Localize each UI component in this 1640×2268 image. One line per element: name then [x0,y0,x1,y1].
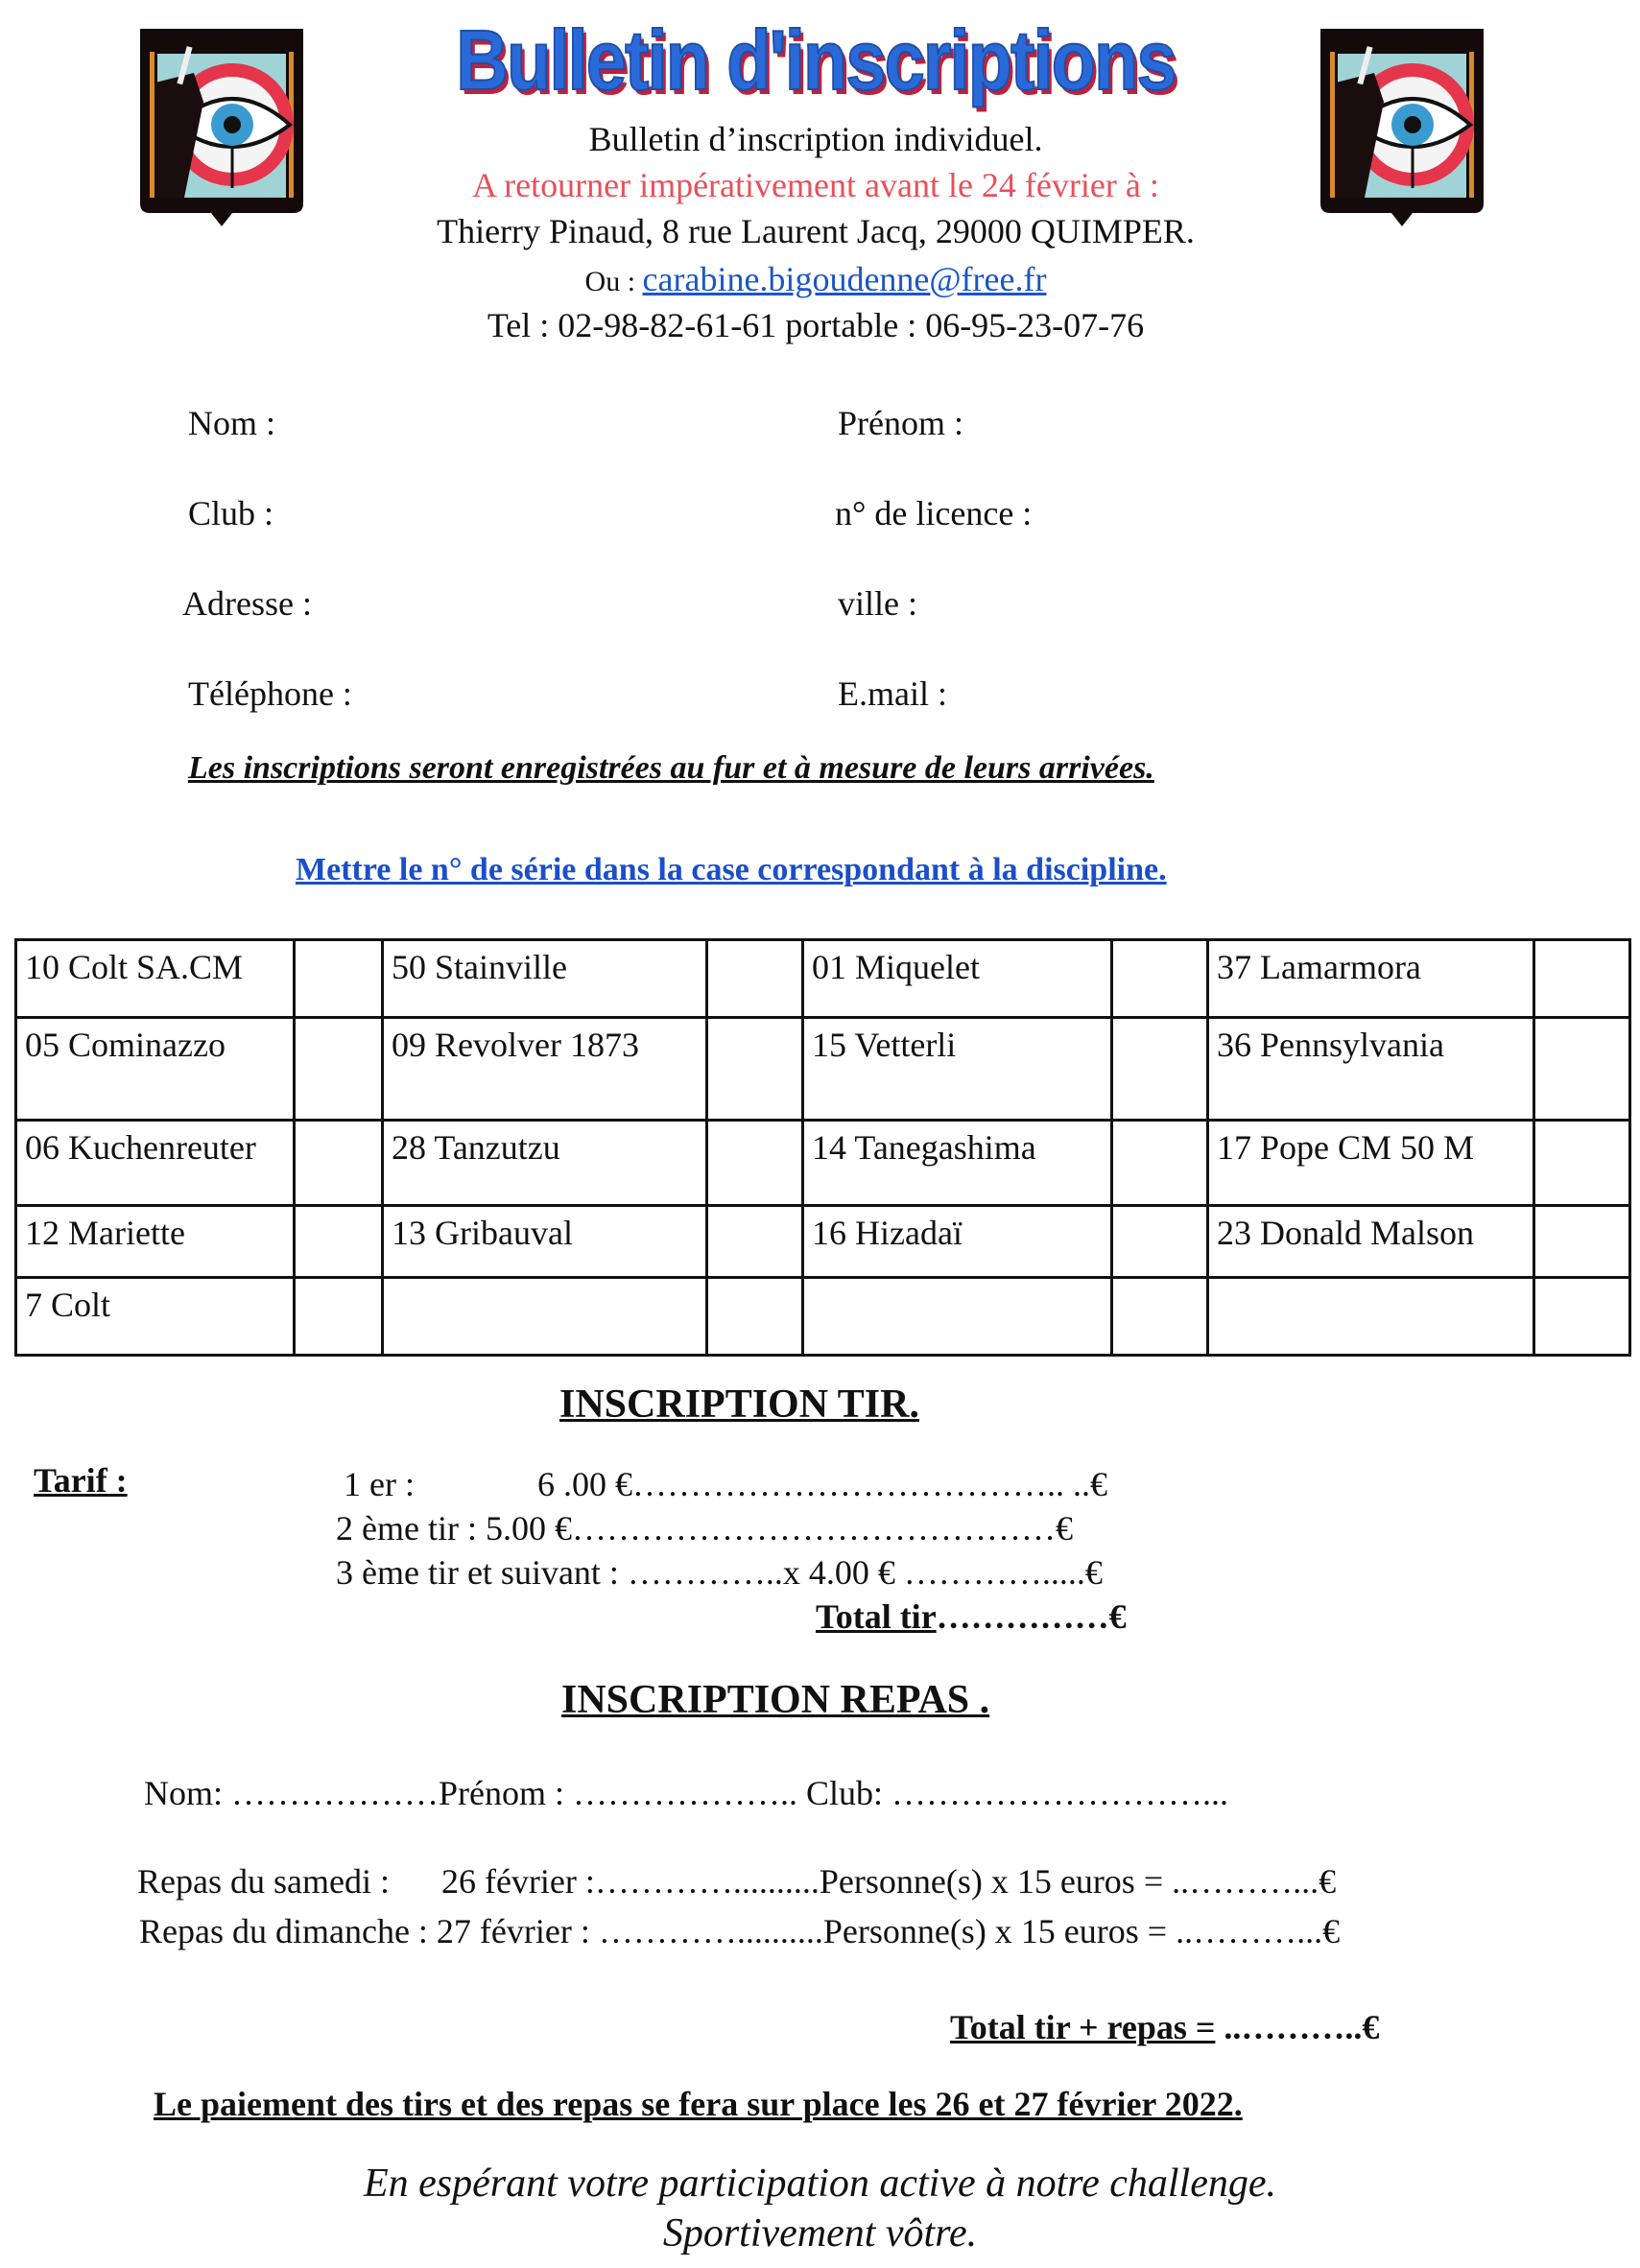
grand-total-line [950,2007,1379,2047]
discipline-label-cell: 12 Mariette [16,1206,295,1278]
serial-number-entry-cell[interactable] [295,1121,383,1206]
tir-section-title: INSCRIPTION TIR. [559,1382,919,1427]
serial-number-entry-cell[interactable] [707,1121,803,1206]
serial-number-entry-cell[interactable] [707,940,803,1018]
phone-line: Tel : 02-98-82-61-61 portable : 06-95-23-07-76 [487,306,1145,344]
serial-number-entry-cell[interactable] [1534,1018,1630,1121]
email-line [288,259,1343,299]
serial-number-entry-cell[interactable] [1534,1121,1630,1206]
subtitle: Bulletin d’inscription individuel. [588,120,1043,158]
serial-number-entry-cell[interactable] [707,1206,803,1278]
discipline-label-cell: 13 Gribauval [383,1206,707,1278]
serial-number-entry-cell[interactable] [1534,940,1630,1018]
table-row [16,1278,1630,1356]
club-field-label[interactable]: Club : [188,494,274,532]
table-row [16,1121,1630,1206]
repas-identity-line[interactable]: Nom: ………………Prénom : ……………….. Club: ………………………... [144,1774,1229,1812]
email-field-label[interactable]: E.mail : [838,674,947,713]
club-logo-left [136,25,307,228]
tir-line-3[interactable]: 3 ème tir et suivant : …………..x 4.00 € ………….....€ [336,1553,1103,1592]
tir-line-1 [344,1464,1107,1504]
serial-number-entry-cell[interactable] [1112,1018,1208,1121]
serial-number-entry-cell[interactable] [295,1278,383,1356]
discipline-label-cell: 28 Tanzutzu [383,1121,707,1206]
discipline-label-cell: 37 Lamarmora [1208,940,1534,1018]
adresse-field-label[interactable]: Adresse : [182,584,312,623]
closing-line-1: En espérant votre participation active à notre challenge. [364,2162,1276,2206]
serial-number-entry-cell[interactable] [295,1018,383,1121]
table-row [16,1206,1630,1278]
table-row [16,1018,1630,1121]
serial-number-entry-cell[interactable] [1534,1206,1630,1278]
discipline-label-cell: 09 Revolver 1873 [383,1018,707,1121]
discipline-label-cell: 23 Donald Malson [1208,1206,1534,1278]
serial-number-entry-cell[interactable] [707,1018,803,1121]
repas-samedi-field[interactable]: 26 février :…………..........Personne(s) x 15 euros = ..………...€ [440,1862,1337,1901]
serial-number-entry-cell[interactable] [295,940,383,1018]
tir-line-1-price: 6 .00 € [536,1465,632,1503]
prenom-field-label[interactable]: Prénom : [838,404,963,442]
discipline-label-cell: 36 Pennsylvania [1208,1018,1534,1121]
telephone-field-label[interactable]: Téléphone : [188,674,352,713]
discipline-label-cell: 17 Pope CM 50 M [1208,1121,1534,1206]
email-prefix: Ou : [584,266,643,297]
discipline-label-cell: 06 Kuchenreuter [16,1121,295,1206]
tir-line-2[interactable]: 2 ème tir : 5.00 €……………………………………€ [336,1509,1073,1547]
serial-number-entry-cell[interactable] [707,1278,803,1356]
postal-address: Thierry Pinaud, 8 rue Laurent Jacq, 29000 QUIMPER. [437,212,1195,250]
serial-number-entry-cell[interactable] [1112,1278,1208,1356]
discipline-label-cell: 01 Miquelet [803,940,1112,1018]
discipline-label-cell: 14 Tanegashima [803,1121,1112,1206]
grand-total-field[interactable]: ..………..€ [1215,2008,1380,2046]
discipline-label-cell: 10 Colt SA.CM [16,940,295,1018]
discipline-label-cell: 7 Colt [16,1278,295,1356]
tir-line-1-amount-field[interactable]: ……………………………….. ..€ [631,1465,1107,1503]
serial-number-entry-cell[interactable] [295,1206,383,1278]
repas-section-title: INSCRIPTION REPAS . [561,1678,990,1722]
grand-total-label: Total tir + repas = [950,2008,1216,2046]
registration-notice: Les inscriptions seront enregistrées au fur et à mesure de leurs arrivées. [188,750,1154,786]
licence-field-label[interactable]: n° de licence : [835,494,1033,532]
repas-samedi-line[interactable] [137,1861,1336,1902]
discipline-label-cell [1208,1278,1534,1356]
serial-number-entry-cell[interactable] [1534,1278,1630,1356]
disciplines-table [14,938,1631,1357]
closing-line-2: Sportivement vôtre. [662,2211,978,2256]
serial-number-entry-cell[interactable] [1112,940,1208,1018]
repas-samedi-label: Repas du samedi : [137,1862,390,1901]
tir-total-field[interactable]: ……………€ [936,1597,1127,1636]
tir-total-label: Total tir [816,1597,937,1636]
repas-dimanche-line[interactable]: Repas du dimanche : 27 février : …………..........Personne(s) x 15 euros = ..………...€ [139,1912,1341,1950]
tir-total-line [816,1596,1127,1637]
discipline-label-cell [803,1278,1112,1356]
instruction-notice: Mettre le n° de série dans la case correspondant à la discipline. [296,852,1167,887]
discipline-label-cell [383,1278,707,1356]
tir-line-1-label: 1 er : [344,1465,415,1503]
club-crest-eye-target-icon [136,25,307,228]
page-title: Bulletin d'inscriptions [456,12,1176,107]
discipline-label-cell: 05 Cominazzo [16,1018,295,1121]
discipline-label-cell: 50 Stainville [383,940,707,1018]
table-row [16,940,1630,1018]
nom-field-label[interactable]: Nom : [188,404,276,442]
serial-number-entry-cell[interactable] [1112,1121,1208,1206]
discipline-label-cell: 15 Vetterli [803,1018,1112,1121]
email-link[interactable]: carabine.bigoudenne@free.fr [642,260,1047,298]
deadline-text: A retourner impérativement avant le 24 février à : [472,166,1159,204]
tarif-label: Tarif : [34,1461,128,1500]
discipline-label-cell: 16 Hizadaï [803,1206,1112,1278]
ville-field-label[interactable]: ville : [838,584,917,623]
serial-number-entry-cell[interactable] [1112,1206,1208,1278]
payment-notice: Le paiement des tirs et des repas se fera sur place les 26 et 27 février 2022. [154,2085,1243,2123]
